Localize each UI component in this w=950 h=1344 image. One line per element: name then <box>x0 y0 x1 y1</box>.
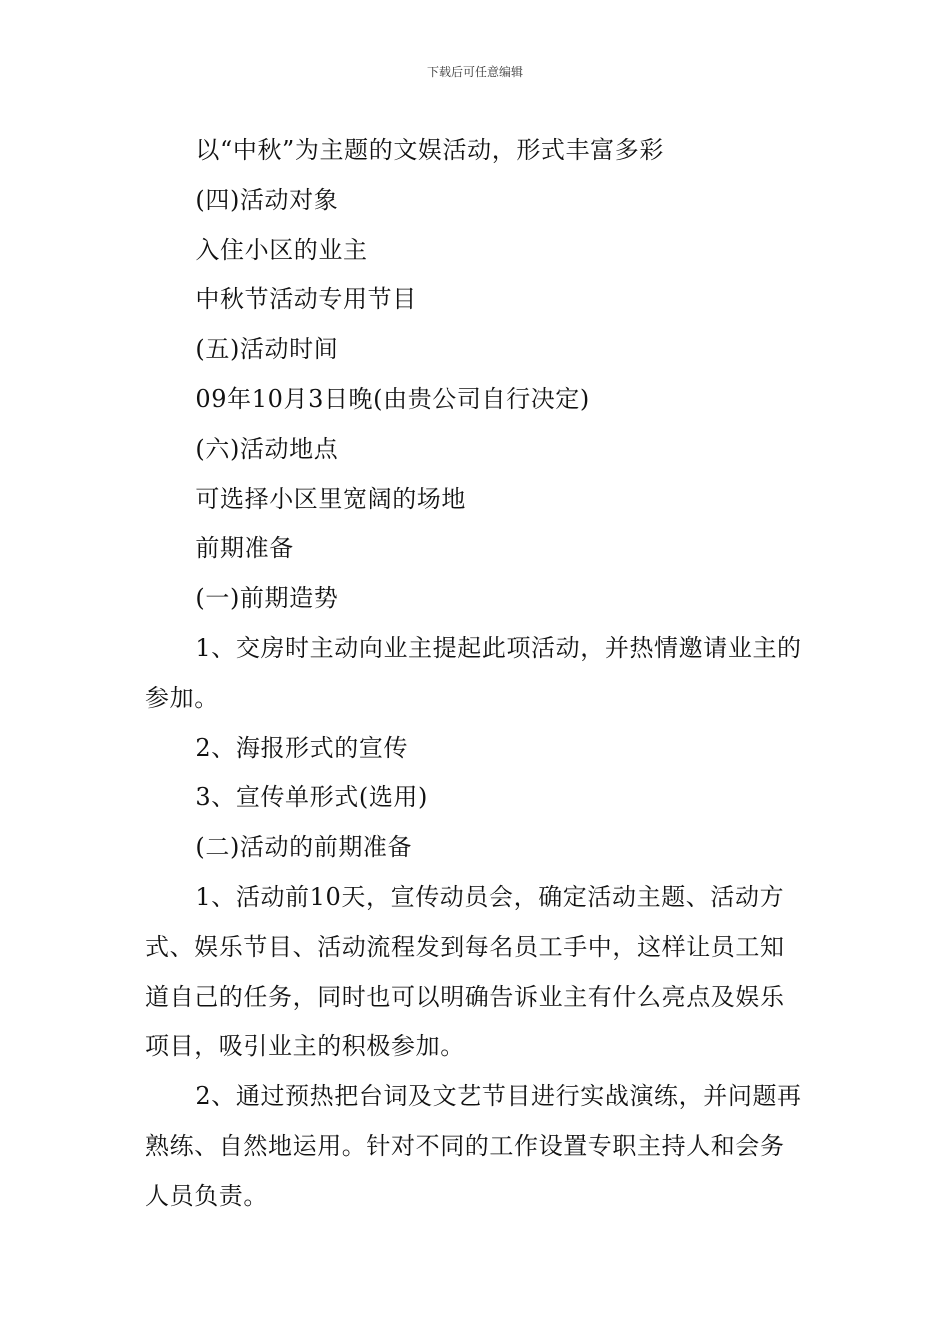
paragraph: 09年10月3日晚(由贵公司自行决定) <box>195 384 590 413</box>
paragraph: 以“中秋”为主题的文娱活动，形式丰富多彩 <box>195 136 664 164</box>
paragraph: 中秋节活动专用节目 <box>195 285 417 314</box>
paragraph: 入住小区的业主 <box>195 235 368 264</box>
section-heading: (四)活动对象 <box>195 185 339 214</box>
section-heading: (六)活动地点 <box>195 434 339 463</box>
section-heading: 前期准备 <box>195 534 294 563</box>
section-heading: (二)活动的前期准备 <box>195 833 413 862</box>
paragraph: 2、海报形式的宣传 <box>195 733 409 762</box>
section-heading: (五)活动时间 <box>195 335 339 364</box>
section-heading: (一)前期造势 <box>195 584 339 613</box>
paragraph: 1、交房时主动向业主提起此项活动，并热情邀请业主的参加。 <box>145 633 802 712</box>
paragraph: 可选择小区里宽阔的场地 <box>195 484 466 513</box>
paragraph: 1、活动前10天，宣传动员会，确定活动主题、活动方式、娱乐节目、活动流程发到每名员工手中，这样让员工知道自己的任务，同时也可以明确告诉业主有什么亮点及娱乐项目，吸引业主的积极参加。 <box>145 882 785 1061</box>
document-body <box>145 126 807 1222</box>
paragraph: 2、通过预热把台词及文艺节目进行实战演练，并问题再熟练、自然地运用。针对不同的工作设置专职主持人和会务人员负责。 <box>145 1082 802 1210</box>
paragraph: 3、宣传单形式(选用) <box>195 783 428 812</box>
page-header: 下载后可任意编辑 <box>426 65 523 79</box>
